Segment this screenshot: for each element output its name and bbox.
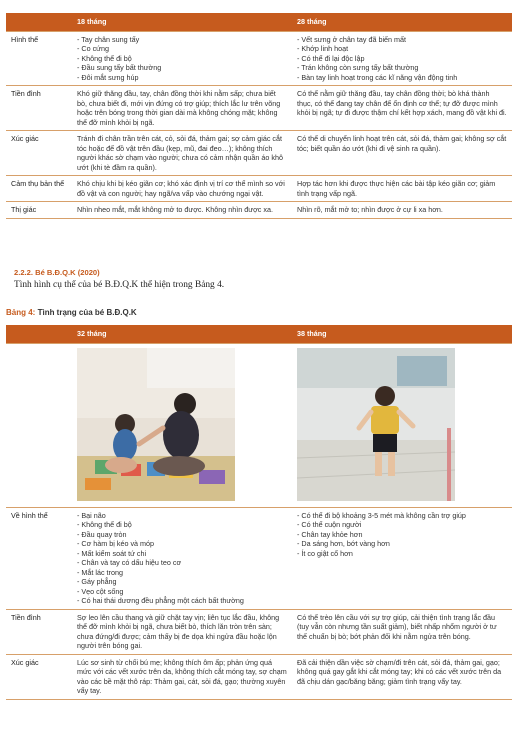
list-item: - Tay chân sung tấy bbox=[77, 34, 140, 44]
cell bbox=[292, 507, 512, 609]
row-label: Về hình thể bbox=[6, 507, 72, 609]
list-item: - Vẹo cột sống bbox=[77, 586, 124, 596]
list-item: - Cơ hàm bị kéo và móp bbox=[77, 539, 155, 548]
caption-number: Bảng 4: bbox=[6, 308, 36, 317]
child-walking-photo bbox=[297, 348, 455, 501]
cell: Có thể di chuyển linh hoạt trên cát, sỏi đá, thảm gai; không sợ cắt tóc; biết quần áo ướt (khi đi vệ sinh ra quần). bbox=[292, 131, 512, 176]
header-28-months: 28 tháng bbox=[292, 13, 512, 31]
row-label: Hình thể bbox=[6, 31, 72, 86]
caption-text: Tình trạng của bé B.Đ.Q.K bbox=[37, 308, 137, 317]
list-item: - Khớp linh hoạt bbox=[297, 44, 349, 53]
list-item: - Chân tay khỏe hơn bbox=[297, 529, 363, 539]
list-item: - Không thể đi bộ bbox=[77, 53, 132, 63]
list-item: - Bàn tay linh hoạt trong các kĩ năng vận động tinh bbox=[297, 72, 458, 82]
list-item: - Gáy phẳng bbox=[77, 577, 117, 586]
table-1-header bbox=[6, 13, 512, 31]
row-label: Cảm thụ bản thể bbox=[6, 176, 72, 202]
cell: Tránh đi chân trần trên cát, cỏ, sỏi đá, thảm gai; sợ cảm giác cắt tóc hoặc đế đồ vật trên đầu (kẹp, mũ, đai đeo…); không thích người khác sờ chạm vào người; chưa có cảm nhận quần áo khô ướt (khi tè đầm ra quần). bbox=[72, 131, 292, 176]
row-label: Tiền đình bbox=[6, 609, 72, 654]
table-row bbox=[6, 507, 512, 609]
therapy-session-photo bbox=[77, 348, 235, 501]
header-32-months: 32 tháng bbox=[72, 325, 292, 343]
cell bbox=[72, 31, 292, 86]
list-item: - Mất kiểm soát tứ chi bbox=[77, 548, 147, 558]
bullet-list bbox=[77, 511, 287, 606]
cell: Nhìn nheo mắt, mắt không mở to được. Không nhìn được xa. bbox=[72, 202, 292, 219]
list-item: - Có hai thái dương đều phẳng một cách bất thường bbox=[77, 596, 244, 605]
list-item: - Trán không còn sưng tấy bất thường bbox=[297, 63, 419, 72]
cell: Khó giữ thăng đầu, tay, chân đồng thời khi nằm sấp; chưa biết bò, chưa biết đi, mới vịn đứng có trợ giúp; thích lắc lư trên võng hoặc trên bóng trong thời gian dài mà không chóng mặt; không thể đỡ mình khỏi bị ngã. bbox=[72, 86, 292, 131]
list-item: - Không thể đi bộ bbox=[77, 520, 132, 529]
header-38-months: 38 tháng bbox=[292, 325, 512, 343]
list-item: - Chân và tay có dấu hiệu teo cơ bbox=[77, 558, 182, 567]
photo-cell-right bbox=[292, 343, 512, 507]
table-2-container bbox=[0, 325, 512, 700]
row-label: Thị giác bbox=[6, 202, 72, 219]
table-row bbox=[6, 654, 512, 699]
table-1 bbox=[6, 13, 512, 219]
table-1-container bbox=[0, 13, 512, 219]
cell: Có thể nằm giữ thăng đầu, tay chân đồng thời; bò khá thành thục, có thể đang tay chân để ổn định cơ thể; tự đỡ được mình khỏi bị ngã; tự đi được thậm chí kết hợp xách, mang đồ vật khi đi. bbox=[292, 86, 512, 131]
photo-cell-left bbox=[72, 343, 292, 507]
row-label: Xúc giác bbox=[6, 131, 72, 176]
bullet-list bbox=[297, 511, 507, 559]
row-label: Tiền đình bbox=[6, 86, 72, 131]
table-2-caption bbox=[6, 308, 137, 319]
cell: Nhìn rõ, mắt mở to; nhìn được ở cự li xa hơn. bbox=[292, 202, 512, 219]
list-item: - Đôi mắt sưng húp bbox=[77, 72, 139, 82]
row-label: Xúc giác bbox=[6, 654, 72, 699]
cell: Đã cải thiện dần việc sờ chạm/đi trên cát, sỏi đá, thảm gai, gạo; không quá gay gắt khi cắt móng tay; khi có các vết xước trên da đã chịu dán gạc/băng băng; giảm tình trạng vẩy tay. bbox=[292, 654, 512, 699]
table-row bbox=[6, 202, 512, 219]
table-row bbox=[6, 31, 512, 86]
cell: Sợ leo lên cầu thang và giữ chặt tay vịn; liên tục lắc đầu, không thể đỡ mình khỏi bị ngã, chưa biết bò, thích lăn tròn trên sàn; chưa đứng/đi được; cảm thấy bị đe dọa khi ngửa đầu hoặc lộn người trên bóng gai. bbox=[72, 609, 292, 654]
table-2-header bbox=[6, 325, 512, 343]
header-18-months: 18 tháng bbox=[72, 13, 292, 31]
table-row bbox=[6, 131, 512, 176]
table-row bbox=[6, 176, 512, 202]
list-item: - Mắt lác trong bbox=[77, 567, 123, 577]
bullet-list bbox=[77, 35, 287, 83]
list-item: - Có thể đi lại độc lập bbox=[297, 53, 365, 63]
photo-row-label bbox=[6, 343, 72, 507]
list-item: - Ít co giật cổ hơn bbox=[297, 548, 353, 558]
header-blank bbox=[6, 13, 72, 31]
list-item: - Đầu quay tròn bbox=[77, 529, 127, 539]
list-item: - Đầu sung tấy bất thường bbox=[77, 63, 162, 72]
cell: Khó chịu khi bị kéo giãn cơ; khó xác định vị trí cơ thể mình so với đồ vật và con người; hay ngã/va vấp vào chướng ngại vật. bbox=[72, 176, 292, 202]
table-row bbox=[6, 86, 512, 131]
section-body: Tình hình cụ thể của bé B.Đ.Q.K thể hiện trong Bảng 4. bbox=[14, 280, 225, 290]
bullet-list bbox=[297, 35, 507, 83]
cell: Hợp tác hơn khi được thực hiện các bài tập kéo giãn cơ; giảm tình trạng vấp ngã. bbox=[292, 176, 512, 202]
cell: Lúc sơ sinh từ chối bú mẹ; không thích ôm ấp; phản ứng quá mức với các vết xước trên da, không thích cắt móng tay, sợ chạm vào các bề mặt thô ráp: Thảm gai, cát, sỏi đá, gạo; thường xuyên vẩy tay. bbox=[72, 654, 292, 699]
list-item: - Có thể đi bộ khoảng 3-5 mét mà không cần trợ giúp bbox=[297, 510, 466, 520]
header-blank bbox=[6, 325, 72, 343]
photo-row bbox=[6, 343, 512, 507]
list-item: - Da sáng hơn, bớt vàng hơn bbox=[297, 539, 390, 548]
list-item: - Co cứng bbox=[77, 44, 109, 53]
cell bbox=[292, 31, 512, 86]
list-item: - Vết sưng ở chân tay đã biến mất bbox=[297, 34, 407, 44]
list-item: - Bại não bbox=[77, 510, 106, 520]
cell: Có thể trèo lên cầu với sự trợ giúp, cải thiện tình trạng lắc đầu (tuy vẫn còn nhưng tần suất giảm), biết nhấp nhổm người ở tư thế chuẩn bị bò; bớt phản đối khi nằm ngửa trên bóng. bbox=[292, 609, 512, 654]
table-row bbox=[6, 609, 512, 654]
cell bbox=[72, 507, 292, 609]
table-2 bbox=[6, 325, 512, 700]
list-item: - Có thể cuộn người bbox=[297, 520, 362, 529]
section-heading: 2.2.2. Bé B.Đ.Q.K (2020) bbox=[14, 268, 100, 277]
